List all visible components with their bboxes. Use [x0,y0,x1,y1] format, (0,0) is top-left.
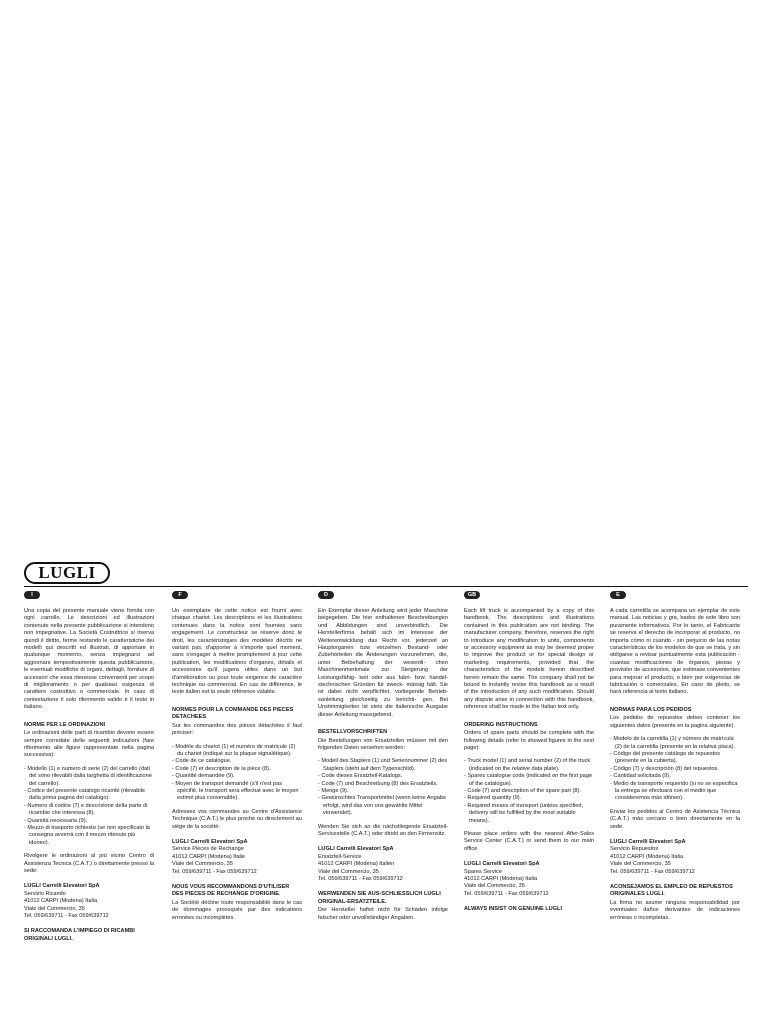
language-badge: GB [464,591,480,599]
list-item: - Mezzo di trasporto richiesto (se non specificato la consegna avverrà con il mezzo ritenuto più idoneo). [24,825,154,847]
address-line: Viale del Commercio, 35 [610,861,671,868]
list-item: - Modell des Staplers (1) und Seriennummer (2) des Staplers (steht auf dem Typenschild). [318,758,448,773]
closing-heading: ACONSEJAMOS EL EMPLEO DE REPUESTOS ORIGINALES LUGLI. [610,884,733,898]
intro-paragraph: Ein Exemplar dieser Anleitung wird jeder Maschine beigegeben. Die hier enthaltenen Beschreibungen und Abbildungen sind unverbindlich. Die Herstellerfirma behält sich im Interesse der Weiterentwicklung das Recht vor, jederzeit an Hauptorganen bzw einzelnen Bestand- oder Zubehörteilen die Änderungen vorzunehmen, die, unter Beibehaltung der wesentli- chen Maschinenmerkmale zur Steigerung der Leistungsfähig- keit oder aus fabri- bzw. handel- stechnischen Gründen für zweck- mässig hält. Sie ist dabei nicht verpflichtet, vorliegende Betrieb- sanleitung gleichzeitig zu berichti- gen. Bei Unstimmigkeiten ist stets die italienische Ausgabe dieser Anleitung massgebend. [318,608,448,718]
list-item: - Cantidad solicitada (9). [610,773,740,780]
list-item: - Code de ce catalogue. [172,758,302,765]
address-line: Ersatzteil-Service [318,853,362,860]
address-line: 41012 CARPI (Modena) Italien [318,861,395,868]
lead-paragraph: Die Bestellungen von Ersatzteilen müssen mit den folgenden Daten versehen werden: [318,737,448,751]
column-french [172,591,302,1024]
address-line: Viale del Commercio, 35 [24,905,85,912]
section-heading: NORMES POUR LA COMMANDE DES PIECES DETACHEES [172,706,294,721]
address-line: Tel. 059/639711 - Fax 059/639712 [172,868,257,875]
address-line: Servicio Repuestos [610,846,659,853]
company-address [464,861,594,898]
order-requirements-list [610,736,740,803]
intro-paragraph: A cada carretilla se acompana un ejemplar de este manual. Las noticias y gra, bados de este libro son puramente informativos. Por lo tanto, el Fabricante se reserva el derecho de incorporar al producto, no importa cómo ni cuando - sin perjuicio de las notas características de los modelos de que se trata, y sin obligarse a revisar puntualmente esta publicación - cuantas modificaciones de órganos, piezas y provisión de accesorios, que estimase convenientes para mejorar el producto, o bien por exigencias de fabricación o comerciales. En caso de pleito, se hará referencia al texto italiano. [610,608,740,696]
intro-paragraph: Una copia del presente manuale viene fornita con ogni carrello. Le descrizioni ed illustrazioni contenute nella presente pubblicazione si intendono non impegnative. La Società Costruttrice si riserva quindi il diritto, ferme restando le caratteristiche dei modelli qui descritti ed illustrati, di apportare in qualunque momento, senza impegnarsi ad aggiornare tempestivamente questa pubblicazione, le eventuali modifiche di organi, dettagli, forniture di accessori che essa ritenesse convenienti per scopo di miglioramento o per qualsiasi esigenza di carattere costruttivo o commerciale. In caso di contestazione il solo riferimento valido è il testo in italiano. [24,608,154,711]
address-line: Viale del Commercio, 35 [318,868,379,875]
lead-paragraph: Orders of spare parts should be complete with the following details (refer to showed figures in the next page): [464,730,594,751]
address-line: LUGLI Carrelli Elevatori SpA [464,861,540,868]
company-address [24,883,154,920]
address-line: Tel. 059/639711 - Fax 059/639712 [610,868,695,875]
list-item: - Gewünschtes Transportmittel (wenn keine Angabe erfolgt, wird das von uns gewählte Mittel verwendet). [318,795,448,817]
closing-paragraph: La firma no asume ninguna responsabilidad por eventuales daños derivantes de indicaciones erróneas o incompletas. [610,899,740,921]
order-requirements-list [24,766,154,847]
address-line: Tel. 059/639711 - Fax 059/639712 [318,876,403,882]
section-heading: NORMAS PARA LOS PEDIDOS [610,706,692,713]
intro-paragraph: Un exemplaire de cette notice est fourni avec chaque chariot. Les descriptions et les illustrations contenues dans la notice sont fournies sans engagement. Le constructeur se réserve donc le droit, les caractéristiques des modèles décrits ne variant pas, d'apporter à n'importe quel moment, sans s'engager à mettre promptement à jour cette publication, les modifications d'organes, détails et accessoires qu'il jugera utiles dans un but d'amélioration ou pour toute exigence de caractère technique ou commercial. En cas de différence, le texte italien est la seule référence valable. [172,608,302,696]
address-line: LUGLI Carrelli Elevatori SpA [610,838,686,845]
contact-paragraph: Enviar los pedidos al Centro de Asistencia Técnica (C.A.T.) más cercano o bien directamente en la sede. [610,808,740,830]
lead-paragraph: Los pedidos de repuestos deben contener los siguientes datos (presente en la pagina siguiente). [610,715,740,729]
address-line: 41012 CARPI (Modena) Italia [24,898,98,905]
order-requirements-list [172,744,302,803]
address-line: LUGLI Carrelli Elevatori SpA [318,846,394,853]
list-item: - Truck model (1) and serial number (2) of the truck (indicated on the relative data plate). [464,758,594,773]
list-item: - Required quantity (9). [464,795,594,802]
list-item: - Menge (9). [318,788,448,795]
section-heading: NORME PER LE ORDINAZIONI [24,721,106,728]
address-line: Viale del Commercio, 35 [172,861,233,868]
address-line: 41012 CARPI (Modena) Italia [610,853,684,860]
list-item: - Modèle du chariot (1) et numéro de matricule (2) du chariot (indiqué sur la plaque signalétique). [172,744,302,759]
list-item: - Modelo de la carretilla (1) y número de matrícula (2) de la carretilla (presente en la relativa placa). [610,736,740,751]
closing-paragraph: La Société décline toute responsabilité dans le cas de dommages provoqués par des indications erronées ou incomplètes. [172,899,302,921]
company-address [172,839,302,876]
section-heading: ORDERING INSTRUCTIONS [464,721,538,728]
address-line: Viale del Commercio, 35 [464,883,525,890]
language-badge: E [610,591,626,599]
address-line: LUGLI Carrelli Elevatori SpA [172,838,248,845]
column-spanish [610,591,740,1024]
list-item: - Codice del presente catalogo ricambi (rilevabile dalla prima pagina del catalogo). [24,788,154,803]
list-item: - Modello (1) e numero di serie (2) del carrello (dati del sono rilevabili dalla targhetta di identificazione del carrello). [24,766,154,788]
list-item: - Code (7) and description of the spare part (8). [464,788,594,795]
address-line: LUGLI Carrelli Elevatori SpA [24,883,100,890]
language-badge: D [318,591,334,599]
company-address [610,839,740,876]
column-german [318,591,448,1024]
column-italian [24,591,154,1024]
lead-paragraph: Sur les commandes des pièces détachées il faut préciser: [172,722,302,737]
contact-paragraph: Please place orders with the nearest After-Sales Service Center (C.A.T.) or send them to our main office. [464,830,594,852]
contact-paragraph: Adressez vos commandes au Centre d'Assistance Technique (C.A.T.) le plus proche ou directement au siège de la société: [172,808,302,830]
lugli-logo: LUGLI [24,562,110,584]
address-line: 41012 CARPI (Modena) Italie [172,853,246,860]
intro-paragraph: Each lift truck is accompanied by a copy of this handbook. The descriptions and illustrations contained in this publication are not binding. The manufacturer company, therefore, reserves the right to introduce any modification to units, components or accessory equipment as may be deemed proper to improve the product or for special design or marketing requirements, provided that the characteristics of the models herein described herein remain the same. The company shall not be bound to instantly revise this handbook as a result of the introduction of any such modification. Should any dispute arise in connection with this handbook, reference shall be made to the Italian text only. [464,608,594,711]
closing-heading: WERWENDEN SIE AUS-SCHLIESSLICH LUGLI ORIGINAL-ERSATZTEILE. [318,891,441,905]
language-badge: F [172,591,188,599]
lead-paragraph: Le ordinazioni delle parti di ricambio devono essere sempre corredate delle seguenti indicazioni (fare riferimento alle figure rappresentate nella pagina successiva): [24,730,154,759]
order-requirements-list [464,758,594,825]
list-item: - Quantità necessaria (9). [24,818,154,825]
contact-paragraph: Rivolgere le ordinazioni al più vicino Centro di Assistenza Tecnica (C.A.T.) o direttamente presso la sede: [24,853,154,874]
address-line: Tel. 059/639711 - Fax 059/639712 [464,890,549,897]
company-address [318,846,448,883]
address-line: Servizio Ricambi [24,890,66,897]
list-item: - Required means of transport (unless specified, delivery will be fulfilled by the most suitable means). [464,803,594,825]
list-item: - Código del presente catálogo de repuestos (presente en la cubierta). [610,751,740,766]
contact-paragraph: Wenden Sie sich an die nächstliegende Ersatzteil-Servicestelle (C.A.T.) oder direkt an den Firmensitz. [318,823,448,837]
closing-heading: NOUS VOUS RECOMMANDONS D'UTILISER DES PIECES DE RECHANGE D'ORIGINE. [172,884,290,898]
list-item: - Code (7) et description de la pièce (8). [172,766,302,773]
address-line: Service Pièces de Rechange [172,846,244,853]
section-heading: BESTELLVORSCHRIFTEN [318,729,388,736]
closing-heading: ALWAYS INSIST ON GENUINE LUGLI [464,906,563,913]
list-item: - Quantité demandée (9). [172,773,302,780]
list-item: - Código (7) y descripción (8) del repuestos. [610,766,740,773]
address-line: Spares Service [464,868,502,875]
order-requirements-list [318,758,448,817]
closing-heading: SI RACCOMANDA L'IMPIEGO DI RICAMBI ORIGINALI LUGLI. [24,928,135,942]
header-rule [24,586,748,587]
list-item: - Code dieses Ersatzteil-Katalogs. [318,773,448,780]
address-line: 41012 CARPI (Modena) Italia [464,876,538,882]
list-item: - Spares catalogue code (indicated on the first page of the catalogue). [464,773,594,788]
language-badge: I [24,591,40,599]
list-item: - Numero di codice (7) e descrizione della parte di ricambio che interessa (8). [24,803,154,818]
closing-paragraph: Der Hersteller haftet nicht für Schäden infolge falscher oder unvollständiger Angaben. [318,907,448,921]
list-item: - Moyen de transport demandé (s'il n'est pas spécifié, le transport sera effectué avec le moyen estimé plus convenable). [172,781,302,803]
list-item: - Code (7) und Beschreibung (8) des Ersatzteils. [318,781,448,788]
address-line: Tel. 059/639711 - Fax 059/639712 [24,913,109,920]
column-english [464,591,594,1024]
list-item: - Medio de transporte requerido (si no se especifica la entrega se efectuará con el medio que consideremos más idóneo). [610,781,740,803]
